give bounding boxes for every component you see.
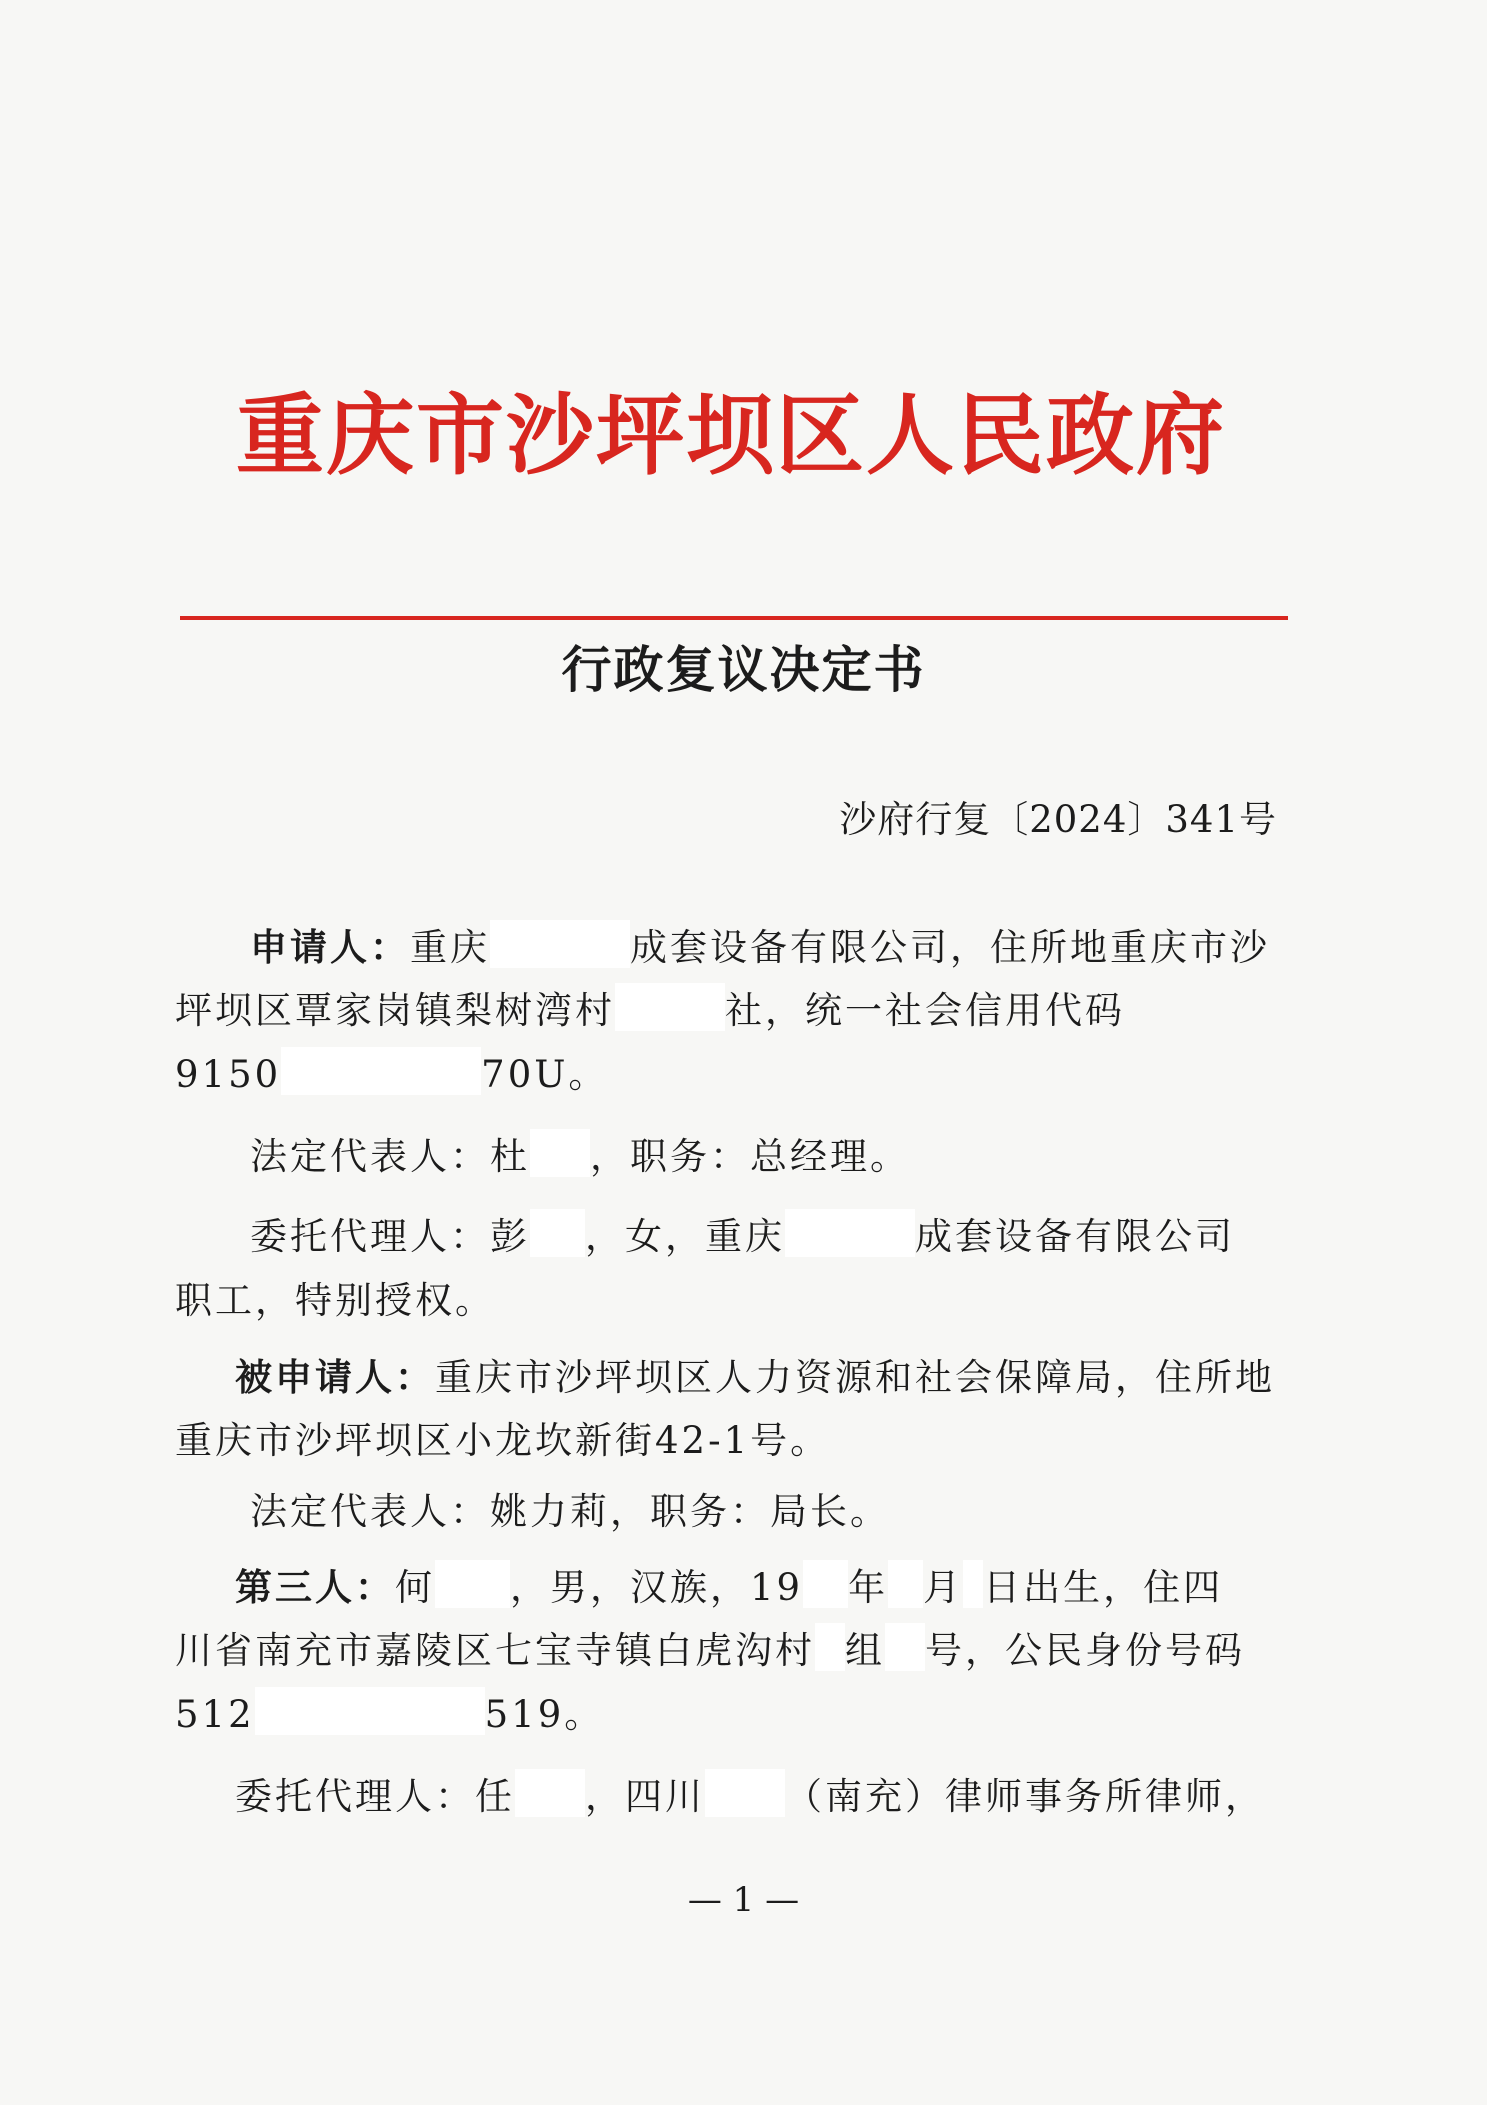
- redaction-box: [803, 1560, 848, 1608]
- tp-agent-text-c: （南充）律师事务所律师，: [785, 1775, 1265, 1818]
- third-party-text-d: 月: [923, 1566, 964, 1609]
- redaction-box: [705, 1769, 785, 1817]
- legal-rep-text-a: 法定代表人：杜: [250, 1135, 530, 1178]
- applicant-name-suffix: 成套设备有限公司，住所地重庆市沙: [630, 926, 1270, 969]
- applicant-name-prefix: 重庆: [410, 926, 490, 969]
- respondent-legal-rep: [175, 1480, 1270, 1544]
- red-divider-line: [180, 616, 1288, 620]
- agent-text-c: 成套设备有限公司: [915, 1215, 1235, 1258]
- id-number-prefix: 512: [175, 1693, 255, 1736]
- redaction-box: [963, 1560, 983, 1608]
- redaction-box: [530, 1209, 585, 1257]
- respondent-label: 被申请人：: [235, 1355, 435, 1399]
- third-party-paragraph: [175, 1555, 1270, 1747]
- respondent-address: 重庆市沙坪坝区小龙坎新街42-1号。: [175, 1419, 831, 1462]
- legal-rep-text-b: ，职务：总经理。: [590, 1135, 910, 1178]
- respondent-text: 重庆市沙坪坝区人力资源和社会保障局，住所地: [435, 1356, 1275, 1399]
- document-number: 沙府行复〔2024〕341号: [839, 798, 1277, 841]
- applicant-paragraph: [175, 915, 1270, 1107]
- third-party-address-a: 川省南充市嘉陵区七宝寺镇白虎沟村: [175, 1629, 815, 1672]
- redaction-box: [530, 1129, 590, 1177]
- third-party-address-c: 号，公民身份号码: [925, 1629, 1245, 1672]
- applicant-address-a: 坪坝区覃家岗镇梨树湾村: [175, 989, 615, 1032]
- respondent-legal-rep-text: 法定代表人：姚力莉，职务：局长。: [250, 1490, 890, 1533]
- page-number: — 1 —: [687, 1880, 800, 1920]
- redaction-box: [885, 1623, 925, 1671]
- id-number-suffix: 519。: [484, 1693, 605, 1736]
- third-party-text-a: 何: [395, 1566, 435, 1609]
- third-party-address-b: 组: [845, 1629, 885, 1672]
- tp-agent-text-b: ，四川: [585, 1775, 705, 1818]
- third-party-text-b: ，男，汉族，19: [510, 1566, 804, 1609]
- redaction-box: [785, 1209, 915, 1257]
- redaction-box: [255, 1687, 485, 1735]
- redaction-box: [490, 920, 630, 968]
- document-title: 行政复议决定书: [561, 640, 926, 699]
- redaction-box: [281, 1047, 481, 1095]
- applicant-legal-rep: [175, 1125, 1270, 1189]
- applicant-address-b: 社，统一社会信用代码: [725, 989, 1125, 1032]
- credit-code-prefix: 9150: [175, 1053, 282, 1096]
- tp-agent-text-a: 委托代理人：任: [235, 1775, 515, 1818]
- third-party-text-c: 年: [848, 1566, 889, 1609]
- redaction-box: [515, 1769, 585, 1817]
- redaction-box: [888, 1560, 923, 1608]
- third-party-agent: [175, 1765, 1270, 1829]
- third-party-label: 第三人：: [235, 1565, 395, 1609]
- applicant-label: 申请人：: [250, 925, 410, 969]
- agent-line2: 职工，特别授权。: [175, 1279, 495, 1322]
- third-party-text-e: 日出生，住四: [983, 1566, 1224, 1609]
- applicant-agent: [175, 1205, 1270, 1333]
- redaction-box: [615, 983, 725, 1031]
- redaction-box: [435, 1560, 510, 1608]
- credit-code-suffix: 70U。: [481, 1053, 609, 1096]
- redaction-box: [815, 1623, 845, 1671]
- respondent-paragraph: [175, 1345, 1275, 1473]
- issuer-header: 重庆市沙坪坝区人民政府: [236, 383, 1227, 487]
- agent-text-a: 委托代理人：彭: [250, 1215, 530, 1258]
- agent-text-b: ，女，重庆: [585, 1215, 785, 1258]
